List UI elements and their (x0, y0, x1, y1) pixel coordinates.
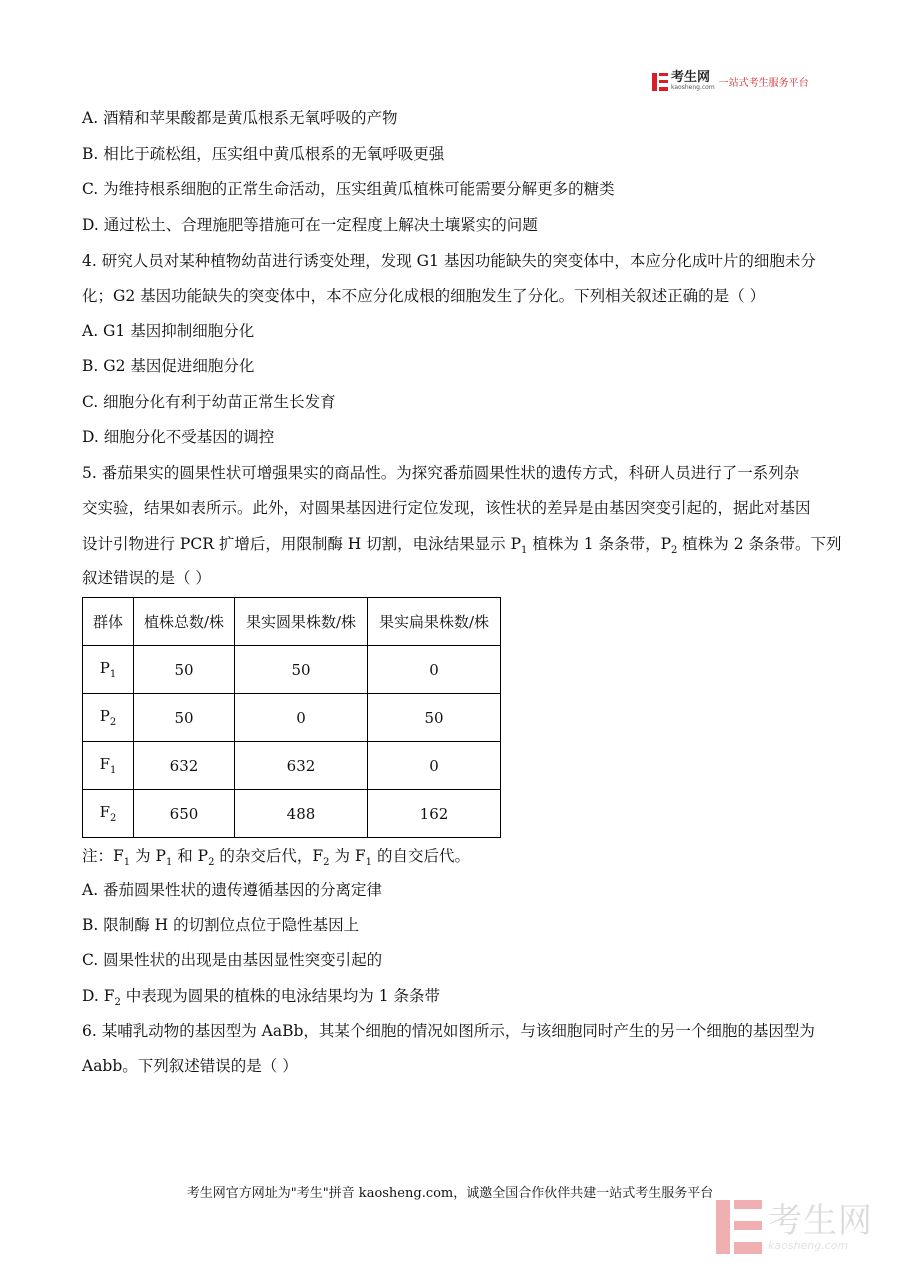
table-cell-group: $P_2$ (83, 694, 134, 742)
option-5c: C. 圆果性状的出现是由基因显性突变引起的 (82, 951, 383, 969)
table-cell-round: 488 (235, 790, 368, 838)
results-table (82, 597, 501, 838)
table-note: 注：$F_1$ 为 $P_1$ 和 $P_2$ 的杂交后代，$F_2$ 为 $F_1$ 的自交后代。 (82, 847, 470, 869)
option-3b: B. 相比于疏松组，压实组中黄瓜根系的无氧呼吸更强 (82, 145, 445, 163)
table-cell-flat: 0 (368, 742, 501, 790)
table-cell-group: $F_2$ (83, 790, 134, 838)
table-cell-round: 632 (235, 742, 368, 790)
option-3a: A. 酒精和苹果酸都是黄瓜根系无氧呼吸的产物 (82, 109, 398, 127)
option-4c: C. 细胞分化有利于幼苗正常生长发育 (82, 393, 336, 411)
table-cell-round: 50 (235, 646, 368, 694)
watermark (716, 1200, 873, 1254)
watermark-logo-icon (716, 1200, 762, 1254)
question-4-line-1: 4. 研究人员对某种植物幼苗进行诱变处理，发现 G1 基因功能缺失的突变体中，本应分化成叶片的细胞未分 (82, 252, 816, 270)
table-cell-flat: 50 (368, 694, 501, 742)
table-cell-flat: 0 (368, 646, 501, 694)
question-6-line-1: 6. 某哺乳动物的基因型为 AaBb，其某个细胞的情况如图所示，与该细胞同时产生的另一个细胞的基因型为 (82, 1022, 815, 1040)
watermark-main-text: 考生网 (768, 1200, 873, 1241)
option-5b: B. 限制酶 H 的切割位点位于隐性基因上 (82, 916, 360, 934)
table-row (83, 742, 501, 790)
table-header-cell: 果实圆果株数/株 (235, 598, 368, 646)
question-4-line-2: 化；G2 基因功能缺失的突变体中，本不应分化成根的细胞发生了分化。下列相关叙述正确的是（ ） (82, 287, 766, 305)
watermark-sub-text: kaosheng.com (768, 1238, 849, 1252)
logo-main-text: 考生网 (671, 70, 711, 85)
table-row (83, 790, 501, 838)
table-cell-round: 0 (235, 694, 368, 742)
table-cell-group: $P_1$ (83, 646, 134, 694)
table-header-cell: 果实扁果株数/株 (368, 598, 501, 646)
question-5-line-4: 叙述错误的是（ ） (82, 569, 211, 587)
table-cell-total: 50 (134, 694, 235, 742)
table-header-cell: 群体 (83, 598, 134, 646)
table-cell-group: $F_1$ (83, 742, 134, 790)
option-4a: A. G1 基因抑制细胞分化 (82, 322, 255, 340)
logo-icon (652, 73, 668, 91)
table-cell-total: 632 (134, 742, 235, 790)
question-5-line-3: 设计引物进行 PCR 扩增后，用限制酶 H 切割，电泳结果显示 $P_1$ 植株为 1 条条带，$P_2$ 植株为 2 条条带。下列 (82, 535, 842, 557)
option-4d: D. 细胞分化不受基因的调控 (82, 428, 275, 446)
table-header-row (83, 598, 501, 646)
option-5d: D. $F_2$ 中表现为圆果的植株的电泳结果均为 1 条条带 (82, 987, 441, 1009)
header-slogan: 一站式考生服务平台 (718, 78, 809, 89)
question-5-line-1: 5. 番茄果实的圆果性状可增强果实的商品性。为探究番茄圆果性状的遗传方式，科研人员进行了一系列杂 (82, 464, 800, 482)
question-5-line-2: 交实验，结果如表所示。此外，对圆果基因进行定位发现，该性状的差异是由基因突变引起的，据此对基因 (82, 499, 811, 517)
table-header-cell: 植株总数/株 (134, 598, 235, 646)
option-4b: B. G2 基因促进细胞分化 (82, 357, 255, 375)
table-row (83, 646, 501, 694)
logo-sub-text: kaosheng.com (671, 84, 715, 91)
option-3c: C. 为维持根系细胞的正常生命活动，压实组黄瓜植株可能需要分解更多的糖类 (82, 180, 615, 198)
header-logo (652, 72, 809, 91)
table-row (83, 694, 501, 742)
table-cell-total: 650 (134, 790, 235, 838)
option-5a: A. 番茄圆果性状的遗传遵循基因的分离定律 (82, 881, 383, 899)
table-cell-flat: 162 (368, 790, 501, 838)
table-cell-total: 50 (134, 646, 235, 694)
page-footer: 考生网官方网址为"考生"拼音 kaosheng.com，诚邀全国合作伙伴共建一站式考生服务平台 (186, 1186, 714, 1201)
option-3d: D. 通过松土、合理施肥等措施可在一定程度上解决土壤紧实的问题 (82, 216, 538, 234)
question-6-line-2: Aabb。下列叙述错误的是（ ） (82, 1057, 298, 1075)
